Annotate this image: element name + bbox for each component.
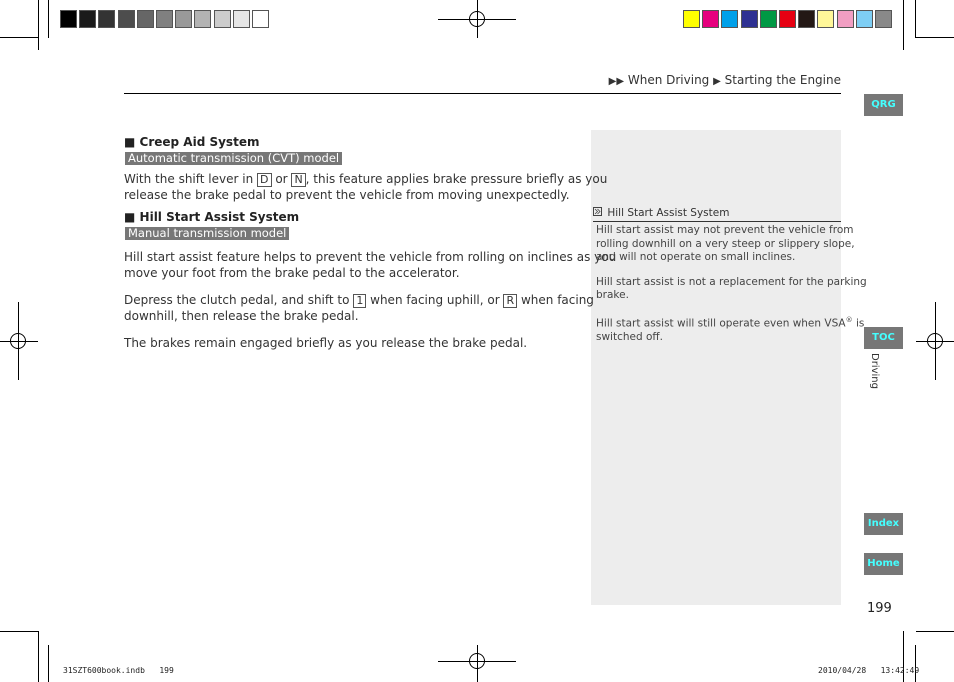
gray-swatch	[156, 10, 173, 28]
gray-swatch	[79, 10, 96, 28]
note-text: and will not operate on small inclines.	[596, 251, 796, 263]
color-swatch	[702, 10, 719, 28]
note-text: is	[852, 317, 865, 329]
note-text: Hill start assist may not prevent the vehicle from	[596, 224, 854, 236]
note-title	[593, 207, 841, 222]
creep-text: or	[275, 172, 288, 186]
color-swatch	[741, 10, 758, 28]
hill-start-paragraph-2	[124, 292, 594, 324]
hill-text: move your foot from the brake pedal to the accelerator.	[124, 266, 460, 280]
print-file-info: 31SZT600book.indb 199	[63, 666, 174, 675]
section-label-text: Driving	[869, 353, 880, 389]
color-swatch	[798, 10, 815, 28]
page-number: 199	[867, 601, 892, 616]
breadcrumb-arrows-icon: ▶▶	[608, 76, 625, 87]
hill-start-note	[593, 207, 867, 344]
print-datetime: 2010/04/28 13:42:49	[818, 666, 920, 675]
hill-text: when facing uphill, or	[370, 293, 500, 307]
gray-swatch	[194, 10, 211, 28]
color-swatch	[817, 10, 834, 28]
gray-swatch	[233, 10, 250, 28]
note-text: Hill start assist is not a replacement for the parking	[596, 275, 867, 288]
note-text: Hill start assist will still operate even when VSA	[596, 317, 846, 329]
color-swatch	[837, 10, 854, 28]
gray-swatch	[98, 10, 115, 28]
note-icon	[593, 207, 602, 216]
heading-square-icon: ■	[124, 210, 136, 224]
gray-swatch	[252, 10, 269, 28]
toc-tab[interactable]: TOC	[864, 327, 903, 349]
shift-position-d-key: D	[257, 173, 271, 187]
breadcrumb	[609, 73, 841, 87]
hill-text: downhill, then release the brake pedal.	[124, 309, 359, 323]
qrg-tab[interactable]: QRG	[864, 94, 903, 116]
breadcrumb-when-driving[interactable]: When Driving	[627, 73, 710, 87]
gray-swatch	[118, 10, 135, 28]
header-rule	[124, 93, 841, 94]
note-title-text[interactable]: Hill Start Assist System	[607, 207, 730, 219]
color-swatch	[721, 10, 738, 28]
index-tab[interactable]: Index	[864, 513, 903, 535]
color-swatch	[779, 10, 796, 28]
hill-start-paragraph-1	[124, 249, 616, 281]
creep-aid-heading-text: Creep Aid System	[139, 135, 260, 149]
gray-swatch	[60, 10, 77, 28]
registered-mark: ®	[845, 315, 853, 324]
hill-start-heading-text: Hill Start Assist System	[139, 210, 300, 224]
gray-swatch	[137, 10, 154, 28]
breadcrumb-separator-icon: ▶	[713, 76, 721, 87]
creep-aid-paragraph	[124, 171, 607, 203]
color-swatch	[683, 10, 700, 28]
hill-text: Hill start assist feature helps to prevent the vehicle from rolling on inclines as you	[124, 250, 617, 264]
color-swatch	[875, 10, 892, 28]
creep-text: With the shift lever in	[124, 172, 254, 186]
note-text: switched off.	[596, 330, 663, 343]
hill-start-paragraph-3: The brakes remain engaged briefly as you release the brake pedal.	[124, 336, 528, 350]
hill-text: Depress the clutch pedal, and shift to	[124, 293, 350, 307]
breadcrumb-starting-the-engine[interactable]: Starting the Engine	[724, 73, 841, 87]
manual-model-badge: Manual transmission model	[125, 227, 289, 240]
color-swatch	[760, 10, 777, 28]
gray-swatch	[175, 10, 192, 28]
hill-text: when facing	[520, 293, 594, 307]
section-label	[866, 353, 880, 403]
cvt-model-badge: Automatic transmission (CVT) model	[125, 152, 342, 165]
creep-text: , this feature applies brake pressure briefly as you	[305, 172, 608, 186]
home-tab[interactable]: Home	[864, 553, 903, 575]
creep-text: release the brake pedal to prevent the vehicle from moving unexpectedly.	[124, 188, 570, 202]
heading-square-icon: ■	[124, 135, 136, 149]
gear-r-key: R	[503, 294, 517, 308]
gray-swatch	[214, 10, 231, 28]
note-text: rolling downhill on a very steep or slippery slope,	[596, 237, 855, 250]
hill-start-heading	[124, 210, 299, 224]
gear-1-key: 1	[353, 294, 366, 308]
shift-position-n-key: N	[291, 173, 305, 187]
color-swatch	[856, 10, 873, 28]
note-text: brake.	[596, 289, 629, 301]
creep-aid-heading	[124, 135, 259, 149]
